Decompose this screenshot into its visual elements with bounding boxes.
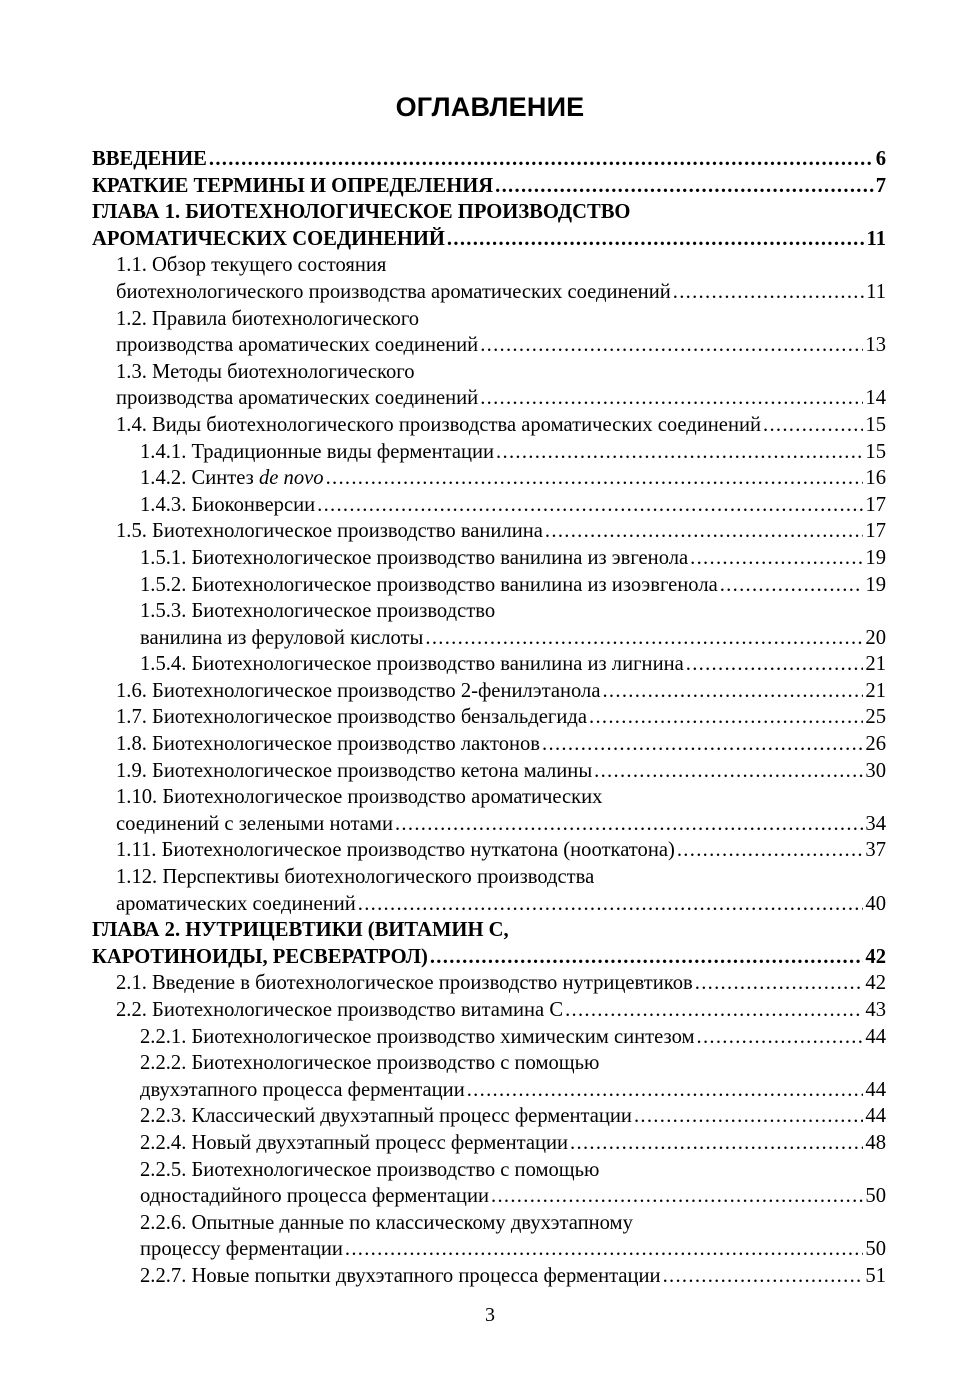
toc-entry-label: соединений с зелеными нотами xyxy=(116,812,393,835)
dot-leader xyxy=(763,412,863,439)
toc-page-number: 40 xyxy=(865,892,886,915)
toc-page-number: 50 xyxy=(865,1185,886,1208)
toc-entry-2-2-2-line1[interactable] xyxy=(92,1050,886,1077)
toc-entry-1-10-line1[interactable] xyxy=(92,784,886,811)
dot-leader xyxy=(480,332,863,359)
dot-leader xyxy=(480,385,863,412)
toc-page-number: 44 xyxy=(865,1078,886,1101)
toc-entry-chapter-2[interactable] xyxy=(92,944,886,971)
toc-entry-1-10[interactable] xyxy=(92,811,886,838)
dot-leader xyxy=(545,518,863,545)
toc-entry-1-2-line1[interactable] xyxy=(92,306,886,333)
toc-entry-2-2-5[interactable] xyxy=(92,1183,886,1210)
toc-entry-1-4-2[interactable] xyxy=(92,465,886,492)
toc-entry-1-5-3-line1[interactable] xyxy=(92,598,886,625)
toc-entry-label: 2.2. Биотехнологическое производство витамина С xyxy=(116,999,564,1021)
dot-leader xyxy=(209,146,874,173)
toc-page-number: 50 xyxy=(865,1238,886,1261)
toc-entry-label xyxy=(140,465,324,492)
toc-entry-label: 1.8. Биотехнологическое производство лактонов xyxy=(116,733,541,756)
toc-entry-label: двухэтапного процесса ферментации xyxy=(140,1078,465,1101)
dot-leader xyxy=(542,731,863,758)
toc-entry-label: 1.1. Обзор текущего состояния xyxy=(116,254,387,277)
toc-entry-label: 2.2.2. Биотехнологическое производство с помощью xyxy=(140,1052,600,1075)
toc-entry-label: 2.2.1. Биотехнологическое производство химическим синтезом xyxy=(140,1025,695,1048)
toc-entry-2-2[interactable] xyxy=(92,997,886,1024)
toc-entry-1-8[interactable] xyxy=(92,731,886,758)
toc-entry-label: 1.4.1. Традиционные виды ферментации xyxy=(140,440,495,463)
toc-entry-label: ароматических соединений xyxy=(116,892,356,915)
toc-entry-1-4-1[interactable] xyxy=(92,439,886,466)
toc-entry-label: 2.1. Введение в биотехнологическое производство нутрицевтиков xyxy=(116,972,693,995)
toc-entry-label: 1.4. Виды биотехнологического производства ароматических соединений xyxy=(116,413,762,436)
toc-page-number: 16 xyxy=(865,467,886,490)
toc-entry-1-1-line1[interactable] xyxy=(92,252,886,279)
toc-entry-2-2-6[interactable] xyxy=(92,1236,886,1263)
toc-entry-1-6[interactable] xyxy=(92,678,886,705)
toc-entry-label: процессу ферментации xyxy=(140,1238,343,1261)
toc-entry-1-11[interactable] xyxy=(92,837,886,864)
dot-leader xyxy=(594,758,863,785)
toc-entry-1-3-line1[interactable] xyxy=(92,359,886,386)
toc-entry-label: 2.2.4. Новый двухэтапный процесс ферментации xyxy=(140,1131,569,1154)
toc-page-number: 30 xyxy=(865,759,886,782)
toc-page-number: 44 xyxy=(865,1025,886,1048)
toc-page-number: 21 xyxy=(865,679,886,702)
toc-entry-2-2-6-line1[interactable] xyxy=(92,1210,886,1237)
toc-entry-label: 2.2.6. Опытные данные по классическому двухэтапному xyxy=(140,1211,633,1234)
toc-page-number: 20 xyxy=(865,626,886,649)
toc-entry-label: КАРОТИНОИДЫ, РЕСВЕРАТРОЛ) xyxy=(92,945,428,968)
toc-page-number: 13 xyxy=(865,334,886,357)
toc-entry-label: 1.9. Биотехнологическое производство кетона малины xyxy=(116,759,593,782)
toc-entry-label: ВВЕДЕНИЕ xyxy=(92,148,207,170)
toc-entry-2-2-7[interactable] xyxy=(92,1263,886,1290)
toc-page-number: 51 xyxy=(865,1264,886,1287)
toc-entry-label: 1.5.2. Биотехнологическое производство ванилина из изоэвгенола xyxy=(140,573,718,596)
dot-leader xyxy=(663,1263,864,1290)
toc-entry-label: 1.4.3. Биоконверсии xyxy=(140,493,316,516)
toc-entry-label: производства ароматических соединений xyxy=(116,334,479,357)
toc-page-number: 14 xyxy=(865,387,886,410)
toc-page-number: 19 xyxy=(865,573,886,596)
toc-entry-label: 1.5.3. Биотехнологическое производство xyxy=(140,600,496,623)
toc-entry-2-2-2[interactable] xyxy=(92,1077,886,1104)
toc-page-number: 42 xyxy=(865,972,886,995)
toc-entry-1-5-1[interactable] xyxy=(92,545,886,572)
toc-entry-terms[interactable] xyxy=(92,173,886,200)
toc-page-number: 11 xyxy=(866,280,886,303)
toc-page-number: 43 xyxy=(865,999,886,1021)
toc-entry-chapter-2-line1[interactable] xyxy=(92,917,886,944)
toc-entry-2-2-5-line1[interactable] xyxy=(92,1157,886,1184)
toc-entry-label: 1.7. Биотехнологическое производство бензальдегида xyxy=(116,706,588,729)
toc-page-number: 7 xyxy=(875,174,886,197)
toc-entry-label: КРАТКИЕ ТЕРМИНЫ И ОПРЕДЕЛЕНИЯ xyxy=(92,174,494,197)
dot-leader xyxy=(447,226,865,253)
toc-entry-label: производства ароматических соединений xyxy=(116,387,479,410)
dot-leader xyxy=(673,279,864,306)
toc-entry-2-2-4[interactable] xyxy=(92,1130,886,1157)
toc-entry-label: ГЛАВА 2. НУТРИЦЕВТИКИ (ВИТАМИН С, xyxy=(92,919,509,942)
dot-leader xyxy=(677,837,864,864)
dot-leader xyxy=(695,970,864,997)
dot-leader xyxy=(686,651,864,678)
dot-leader xyxy=(570,1130,863,1157)
dot-leader xyxy=(690,545,863,572)
toc-entry-chapter-1-line1[interactable] xyxy=(92,199,886,226)
toc-entry-1-2[interactable] xyxy=(92,332,886,359)
page-number: 3 xyxy=(485,1304,495,1326)
toc-page-number: 17 xyxy=(865,520,886,543)
toc-entry-label: 1.11. Биотехнологическое производство нуткатона (нооткатона) xyxy=(116,839,675,862)
toc-entry-1-5[interactable] xyxy=(92,518,886,545)
dot-leader xyxy=(565,997,863,1024)
dot-leader xyxy=(467,1077,864,1104)
toc-entry-1-4-3[interactable] xyxy=(92,492,886,519)
toc-entry-label: АРОМАТИЧЕСКИХ СОЕДИНЕНИЙ xyxy=(92,227,445,250)
toc-entry-label: 2.2.3. Классический двухэтапный процесс ферментации xyxy=(140,1105,632,1128)
toc-entry-1-5-3[interactable] xyxy=(92,625,886,652)
toc-entry-1-12[interactable] xyxy=(92,891,886,918)
toc-entry-label-italic: de novo xyxy=(258,467,324,490)
toc-page-number: 37 xyxy=(865,839,886,862)
dot-leader xyxy=(425,625,863,652)
toc-page-number: 34 xyxy=(865,812,886,835)
toc-entry-1-7[interactable] xyxy=(92,704,886,731)
dot-leader xyxy=(496,439,863,466)
toc-entry-2-2-3[interactable] xyxy=(92,1103,886,1130)
page-title: ОГЛАВЛЕНИЕ xyxy=(395,92,585,122)
toc-entry-1-9[interactable] xyxy=(92,758,886,785)
dot-leader xyxy=(589,704,863,731)
toc-entry-label: 1.5.1. Биотехнологическое производство ванилина из эвгенола xyxy=(140,546,689,569)
toc-entry-1-1[interactable] xyxy=(92,279,886,306)
toc-entry-label: ванилина из феруловой кислоты xyxy=(140,626,424,649)
toc-page-number: 11 xyxy=(866,227,886,250)
toc-page-number: 26 xyxy=(865,733,886,756)
toc-page-number: 42 xyxy=(865,945,886,968)
toc-entry-chapter-1[interactable] xyxy=(92,226,886,253)
toc-entry-label: ГЛАВА 1. БИОТЕХНОЛОГИЧЕСКОЕ ПРОИЗВОДСТВО xyxy=(92,201,631,224)
toc-page-number: 15 xyxy=(865,440,886,463)
toc-entry-1-12-line1[interactable] xyxy=(92,864,886,891)
toc-page-number: 48 xyxy=(865,1131,886,1154)
toc-entry-label: 1.10. Биотехнологическое производство ароматических xyxy=(116,786,603,809)
dot-leader xyxy=(358,891,864,918)
toc-page-number: 15 xyxy=(865,413,886,436)
toc-entry-label: 1.2. Правила биотехнологического xyxy=(116,307,420,330)
dot-leader xyxy=(395,811,863,838)
dot-leader xyxy=(345,1236,864,1263)
dot-leader xyxy=(491,1183,863,1210)
dot-leader xyxy=(602,678,863,705)
toc-entry-label: 2.2.7. Новые попытки двухэтапного процесса ферментации xyxy=(140,1264,661,1287)
toc-page-number: 44 xyxy=(865,1105,886,1128)
dot-leader xyxy=(495,173,874,200)
toc-entry-label: 2.2.5. Биотехнологическое производство с помощью xyxy=(140,1158,600,1181)
dot-leader xyxy=(326,465,864,492)
toc-page-number: 21 xyxy=(865,653,886,676)
toc-entry-label-prefix: 1.4.2. Синтез xyxy=(140,467,259,490)
toc-entry-introduction[interactable] xyxy=(92,146,886,173)
toc-entry-label: 1.5. Биотехнологическое производство ванилина xyxy=(116,520,543,543)
dot-leader xyxy=(634,1103,863,1130)
dot-leader xyxy=(430,944,864,971)
toc-entry-2-1[interactable] xyxy=(92,970,886,997)
toc-page-number: 25 xyxy=(865,706,886,729)
toc-entry-label: одностадийного процесса ферментации xyxy=(140,1185,489,1208)
dot-leader xyxy=(720,572,864,599)
toc-page-number: 6 xyxy=(875,148,886,170)
dot-leader xyxy=(317,492,863,519)
toc-entry-1-5-4[interactable] xyxy=(92,651,886,678)
toc-entry-1-5-2[interactable] xyxy=(92,572,886,599)
toc-entry-label: биотехнологического производства ароматических соединений xyxy=(116,280,671,303)
toc-entry-label: 1.6. Биотехнологическое производство 2-фенилэтанола xyxy=(116,679,601,702)
toc-page-number: 19 xyxy=(865,546,886,569)
toc-entry-1-3[interactable] xyxy=(92,385,886,412)
toc-entry-label: 1.3. Методы биотехнологического xyxy=(116,360,415,383)
toc-page-number: 17 xyxy=(865,493,886,516)
table-of-contents xyxy=(92,146,886,1290)
toc-entry-2-2-1[interactable] xyxy=(92,1024,886,1051)
toc-entry-label: 1.5.4. Биотехнологическое производство ванилина из лигнина xyxy=(140,653,684,676)
toc-entry-label: 1.12. Перспективы биотехнологического производства xyxy=(116,866,595,889)
dot-leader xyxy=(697,1024,864,1051)
toc-entry-1-4[interactable] xyxy=(92,412,886,439)
